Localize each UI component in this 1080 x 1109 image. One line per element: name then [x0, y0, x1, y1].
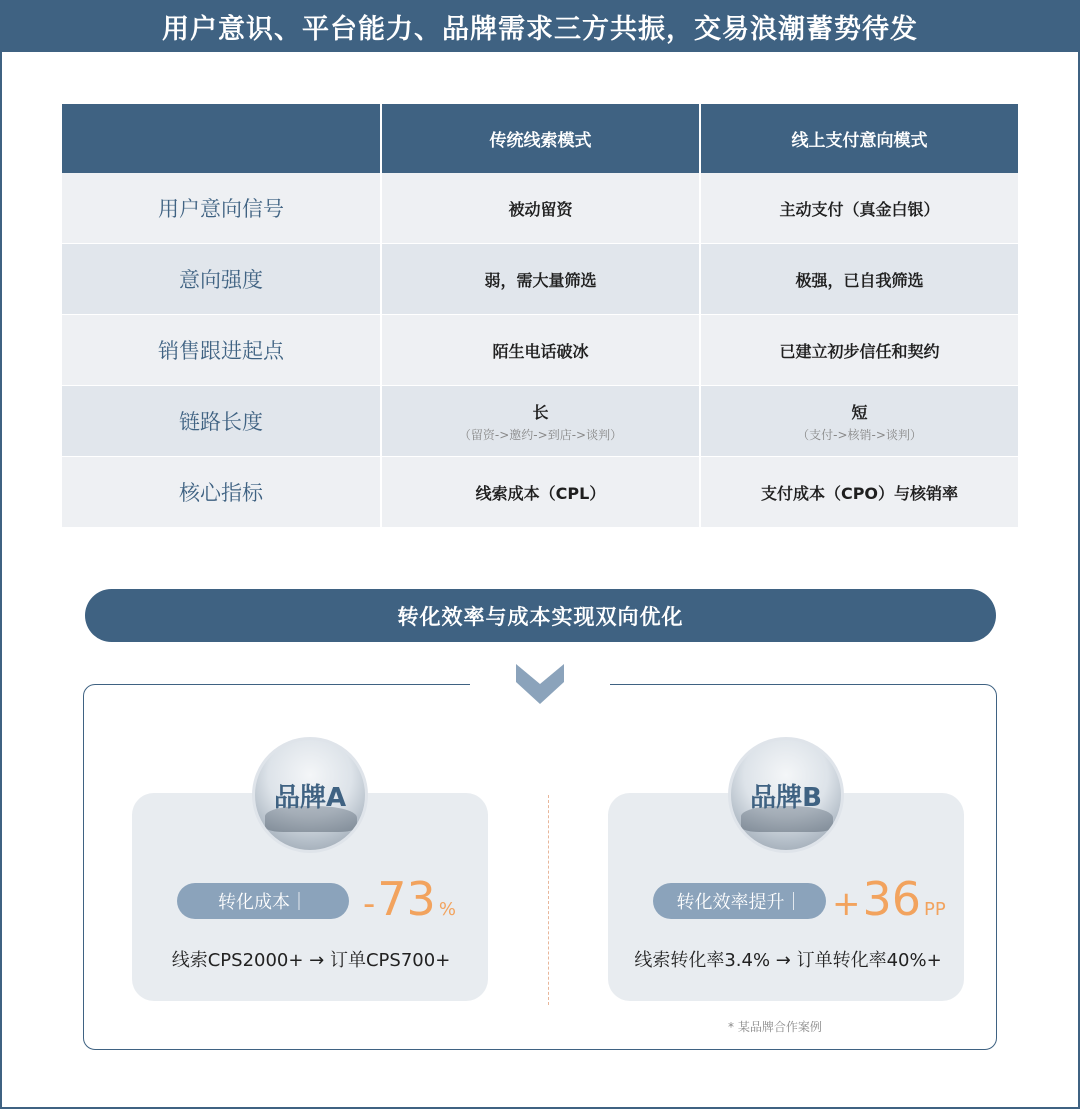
traditional-value — [382, 457, 699, 527]
section-title: 转化效率与成本实现双向优化 — [85, 589, 996, 642]
brand-a-avatar — [252, 737, 368, 853]
chevron-down-icon — [514, 662, 566, 706]
brand-b-avatar — [728, 737, 844, 853]
traditional-value-text: 弱，需大量筛选 — [484, 270, 597, 290]
row-label: 核心指标 — [62, 457, 380, 527]
traditional-value — [382, 244, 699, 314]
row-label: 用户意向信号 — [62, 173, 380, 243]
traditional-value — [382, 386, 699, 456]
traditional-value — [382, 173, 699, 243]
row-label: 意向强度 — [62, 244, 380, 314]
online-value — [701, 315, 1018, 385]
row-label: 销售跟进起点 — [62, 315, 380, 385]
table-row — [62, 386, 1018, 456]
row-label: 链路长度 — [62, 386, 380, 456]
traditional-value-text: 陌生电话破冰 — [492, 341, 589, 361]
table-header-row — [62, 104, 1018, 173]
online-value-text: 极强，已自我筛选 — [795, 270, 924, 290]
traditional-path-note: （留资->邀约->到店->谈判） — [458, 427, 623, 442]
table-row — [62, 315, 1018, 385]
case-divider — [548, 795, 549, 1005]
brand-b-metric-value — [832, 872, 946, 926]
online-value-text: 支付成本（CPO）与核销率 — [760, 483, 959, 503]
table-row — [62, 244, 1018, 314]
table-header-online: 线上支付意向模式 — [701, 104, 1018, 173]
online-value-text: 已建立初步信任和契约 — [779, 341, 940, 361]
brand-b-metric-label: 转化效率提升｜ — [653, 883, 826, 919]
brand-a-number: 73 — [377, 872, 436, 926]
brand-b-name: 品牌B — [750, 782, 822, 813]
brand-a-name: 品牌A — [273, 782, 347, 813]
online-value — [701, 457, 1018, 527]
case-footnote: * 某品牌合作案例 — [728, 1020, 822, 1034]
brand-a-sign: - — [363, 884, 376, 924]
brand-b-description: 线索转化率3.4% → 订单转化率40%+ — [634, 950, 942, 971]
online-value — [701, 386, 1018, 456]
brand-a-description: 线索CPS2000+ → 订单CPS700+ — [171, 950, 451, 971]
brand-b-sign: + — [832, 884, 861, 924]
page-title: 用户意识、平台能力、品牌需求三方共振，交易浪潮蓄势待发 — [0, 0, 1080, 52]
brand-a-metric-value — [363, 872, 456, 926]
brand-b-number: 36 — [862, 872, 922, 926]
traditional-value-text: 线索成本（CPL） — [475, 483, 606, 503]
traditional-value-text: 长 — [532, 402, 549, 422]
brand-a-unit: % — [438, 899, 456, 920]
table-header-traditional: 传统线索模式 — [382, 104, 699, 173]
brand-b-unit: PP — [924, 899, 946, 920]
table-header-empty — [62, 104, 380, 173]
online-path-note: （支付->核销->谈判） — [797, 427, 922, 442]
traditional-value-text: 被动留资 — [508, 199, 573, 219]
online-value — [701, 173, 1018, 243]
table-row — [62, 173, 1018, 243]
table-body — [62, 173, 1018, 527]
comparison-table — [62, 104, 1018, 527]
online-value — [701, 244, 1018, 314]
online-value-text: 主动支付（真金白银） — [779, 199, 940, 219]
brand-a-metric-label: 转化成本｜ — [177, 883, 349, 919]
traditional-value — [382, 315, 699, 385]
online-value-text: 短 — [851, 402, 868, 422]
table-row — [62, 457, 1018, 527]
